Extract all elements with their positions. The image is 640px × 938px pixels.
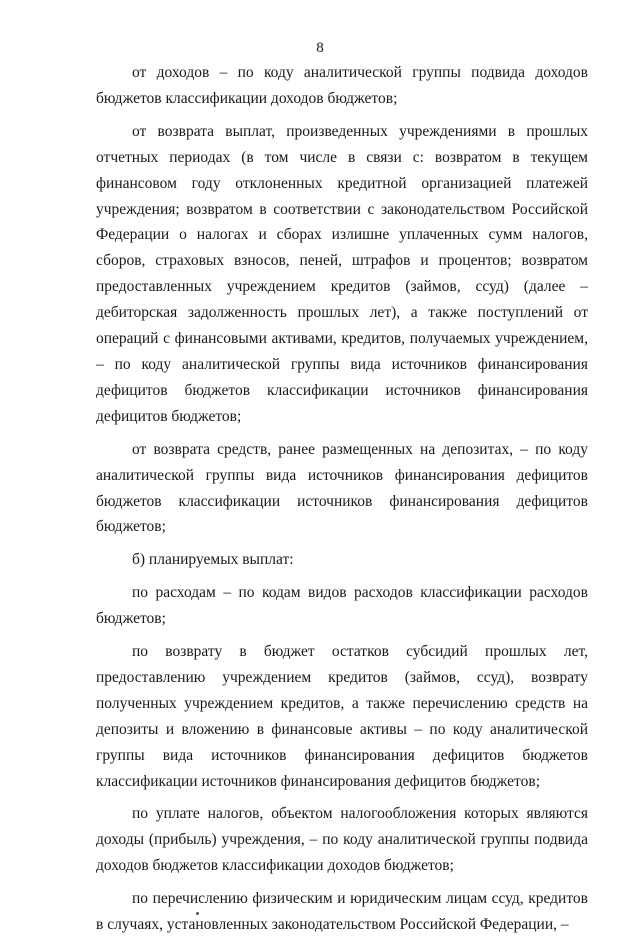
paragraph-expenses: по расходам – по кодам видов расходов классификации расходов бюджетов; <box>96 584 588 628</box>
paragraph-loans-transfer: по перечислению физическим и юридическим лицам ссуд, кредитов в случаях, установленных законодательством Российской Федерации, – <box>96 890 588 934</box>
page-number: 8 <box>316 40 324 56</box>
paragraph-deposit-return: от возврата средств, ранее размещенных на депозитах, – по коду аналитической группы вида источников финансирования дефицитов бюджетов классификации источников финансирования дефицитов бюджетов; <box>96 440 588 536</box>
document-body <box>96 60 588 938</box>
paragraph-refund-payments: от возврата выплат, произведенных учреждениями в прошлых отчетных периодах (в том числе в связи с: возвратом в текущем финансовом году отклоненных кредитной организацией платежей учреждения; возвратом в соответствии с законодательством Российской Федерации о налогах и сборах излишне уплаченных сумм налогов, сборов, страховых взносов, пеней, штрафов и процентов; возвратом предоставленных учреждением кредитов (займов, ссуд) (далее – дебиторская задолженность прошлых лет), а также поступлений от операций с финансовыми активами, кредитов, получаемых учреждением, – по коду аналитической группы вида источников финансирования дефицитов бюджетов классификации источников финансирования дефицитов бюджетов; <box>96 122 588 425</box>
paragraph-income: от доходов – по коду аналитической группы подвида доходов бюджетов классификации доходов бюджетов; <box>96 64 588 107</box>
paragraph-planned-payments: б) планируемых выплат: <box>132 551 294 569</box>
paragraph-subsidy-return: по возврату в бюджет остатков субсидий прошлых лет, предоставлению учреждением кредитов (займов, ссуд), возврату полученных учреждением кредитов, а также перечислению средств на депозиты и вложению в финансовые активы – по коду аналитической группы вида источников финансирования дефицитов бюджетов классификации источников финансирования дефицитов бюджетов; <box>96 643 588 790</box>
scan-speck <box>196 912 199 915</box>
paragraph-tax-payment: по уплате налогов, объектом налогообложения которых являются доходы (прибыль) учреждения, – по коду аналитической группы подвида доходов бюджетов классификации доходов бюджетов; <box>96 805 588 875</box>
